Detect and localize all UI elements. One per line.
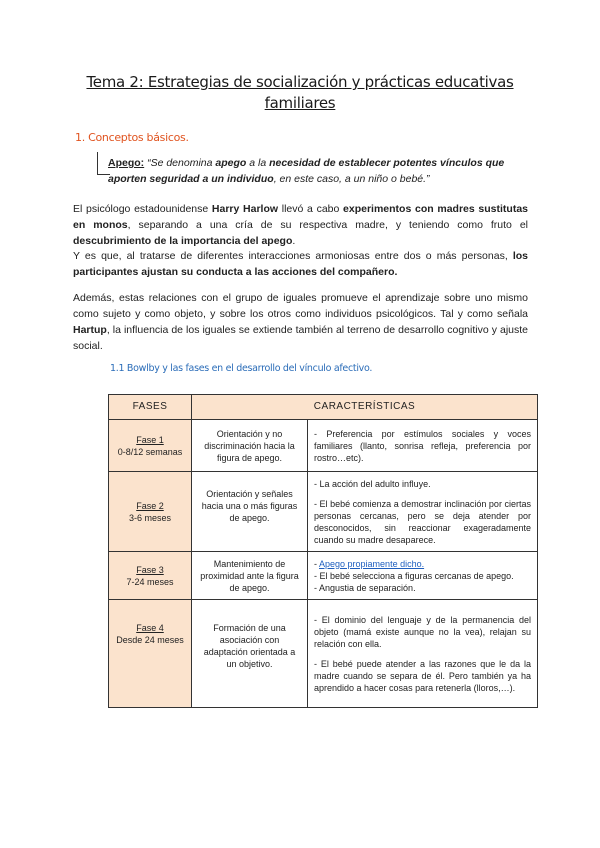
table-row <box>109 552 538 600</box>
characteristic-item: - Apego propiamente dicho. <box>314 558 425 569</box>
section-heading-conceptos: 1. Conceptos básicos. <box>75 131 189 144</box>
definition-bold: necesidad de establecer potentes vínculos que aporten seguridad a un individuo <box>108 157 505 185</box>
characteristics-cell <box>308 552 538 600</box>
table-header-row <box>109 395 538 420</box>
text-run: El psicólogo estadounidense <box>73 203 212 215</box>
orientation-cell: Orientación y señales hacia una o más figuras de apego. <box>192 472 308 552</box>
header-fases: FASES <box>109 395 192 420</box>
header-caracteristicas: CARACTERÍSTICAS <box>192 395 538 420</box>
table-row <box>109 420 538 472</box>
characteristic-item: - El bebé puede atender a las razones que le da la madre cuando se separa de él. Pero también ya ha aprendido a hacer cosas para retenerla (lloros,…). <box>314 658 531 693</box>
characteristics-cell <box>308 472 538 552</box>
phase-name: Fase 3 <box>136 564 164 575</box>
phase-age: 7-24 meses <box>126 576 174 587</box>
bold-run: experimentos con madres sustitutas en monos <box>73 203 528 231</box>
characteristics-cell <box>308 600 538 708</box>
definition-bold: apego <box>215 157 247 169</box>
characteristic-item: - El bebé comienza a demostrar inclinación por ciertas personas cercanas, pero se deja atender por desconocidos, sin reaccionar exageradamente cuando su madre desaparece. <box>314 498 531 545</box>
bold-run: Hartup <box>73 324 107 336</box>
table-row <box>109 472 538 552</box>
characteristics-cell <box>308 420 538 472</box>
text-run: , la influencia de los iguales se extiende también al terreno de desarrollo cognitivo y ajuste social. <box>73 324 528 352</box>
table-row <box>109 600 538 708</box>
phase-age: 3-6 meses <box>128 512 172 523</box>
section-heading-bowlby: 1.1 Bowlby y las fases en el desarrollo del vínculo afectivo. <box>110 363 373 374</box>
phase-cell <box>109 600 192 708</box>
phase-cell <box>109 472 192 552</box>
bold-run: descubrimiento de la importancia del apego <box>73 235 293 247</box>
definition-text: “Se denomina <box>144 157 216 169</box>
phase-name: Fase 2 <box>136 500 164 511</box>
paragraph-iguales <box>73 290 528 354</box>
text-run: , separando a una cría de su respectiva madre, y teniendo como fruto el <box>127 219 528 231</box>
phase-cell <box>109 552 192 600</box>
bold-run: los participantes ajustan su conducta a las acciones del compañero. <box>73 250 528 278</box>
text-run: llevó a cabo <box>278 203 344 215</box>
phase-name: Fase 1 <box>136 434 164 445</box>
orientation-cell: Orientación y no discriminación hacia la figura de apego. <box>192 420 308 472</box>
text-run: . <box>292 235 296 247</box>
apego-definition <box>108 155 528 187</box>
definition-term: Apego: <box>108 157 145 169</box>
bold-run: Harry Harlow <box>211 203 279 215</box>
text-run: Además, estas relaciones con el grupo de iguales promueve el aprendizaje sobre uno mismo como sujeto y como objeto, y sobre los otros como individuos psicológicos. Tal y como señala <box>73 292 528 320</box>
phase-name: Fase 4 <box>136 623 164 633</box>
paragraph-harlow <box>73 201 528 249</box>
phase-age: 0-8/12 semanas <box>117 446 183 457</box>
orientation-cell: Formación de una asociación con adaptación orientada a un objetivo. <box>192 600 308 708</box>
characteristic-item: - El dominio del lenguaje y de la permanencia del objeto (mamá existe aunque no la vea), relajan su relación con ella. <box>314 614 531 649</box>
phases-table <box>108 394 538 708</box>
characteristic-item: - Preferencia por estímulos sociales y voces familiares (llanto, sonrisa refleja, preferencia por rostro…etc). <box>314 428 531 463</box>
phase-cell <box>109 420 192 472</box>
paragraph-interacciones <box>73 248 528 280</box>
definition-text: a la <box>246 157 270 169</box>
orientation-cell: Mantenimiento de proximidad ante la figura de apego. <box>192 552 308 600</box>
page-title: Tema 2: Estrategias de socialización y prácticas educativas familiares <box>86 73 514 112</box>
definition-text: , en este caso, a un niño o bebé.” <box>273 173 430 185</box>
characteristic-item: - Angustia de separación. <box>314 582 416 593</box>
characteristic-item: - El bebé selecciona a figuras cercanas de apego. <box>314 570 514 581</box>
text-run: Y es que, al tratarse de diferentes interacciones armoniosas entre dos o más personas, <box>73 250 513 262</box>
phase-age: Desde 24 meses <box>116 635 184 645</box>
characteristic-item: - La acción del adulto influye. <box>314 478 431 489</box>
apego-link[interactable]: Apego propiamente dicho. <box>319 558 425 569</box>
